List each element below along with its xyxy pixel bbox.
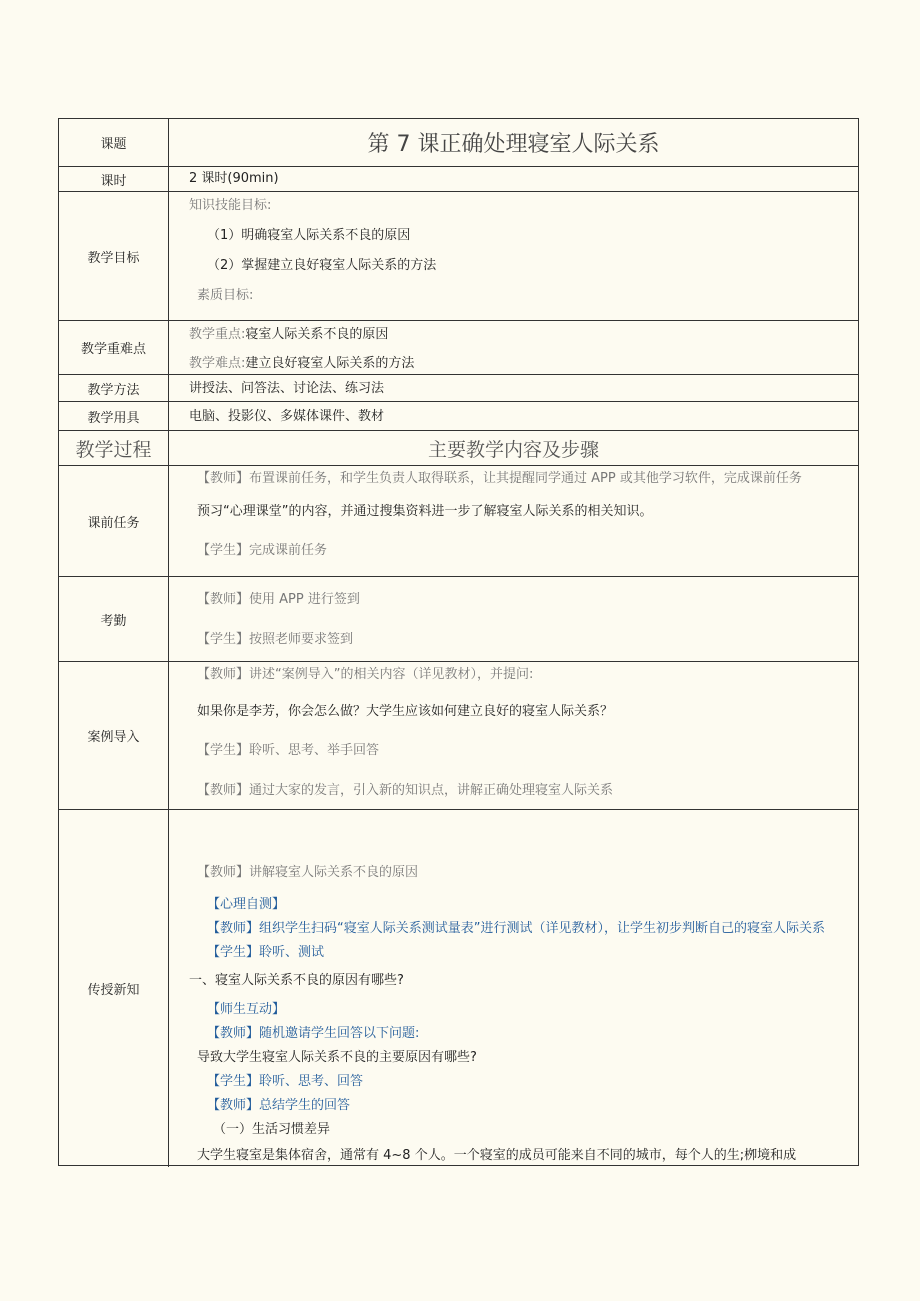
- case-intro-teacher-2: 【教师】通过大家的发言，引入新的知识点，讲解正确处理寝室人际关系: [197, 783, 614, 798]
- key-point-prefix: 教学重点:: [189, 327, 246, 342]
- row-tools: [59, 402, 858, 431]
- attendance-student: 【学生】按照老师要求签到: [197, 632, 354, 647]
- attendance-teacher: 【教师】使用 APP 进行签到: [197, 592, 360, 607]
- lesson-plan-table: [58, 118, 859, 1166]
- hard-point-text: 建立良好寝室人际关系的方法: [245, 356, 415, 371]
- process-label: 教学过程: [59, 431, 169, 465]
- nk-paragraph: 大学生寝室是集体宿舍，通常有 4~8 个人。一个寝室的成员可能来自不同的城市，每个人的生;栁境和成: [197, 1148, 797, 1163]
- objective-item-1: （1）明确寝室人际关系不良的原因: [207, 228, 411, 243]
- nk-section-heading: 一、寝室人际关系不良的原因有哪些?: [189, 973, 404, 988]
- hours-label: 课时: [59, 167, 169, 191]
- lesson-title: 第 7 课正确处理寝室人际关系: [367, 132, 660, 157]
- row-objectives: [59, 192, 858, 321]
- row-hours: [59, 167, 858, 192]
- row-case-intro: [59, 662, 858, 810]
- difficulty-label: 教学重难点: [59, 321, 169, 374]
- topic-label: 课题: [59, 119, 169, 166]
- nk-self-test-tag: 【心理自测】: [207, 897, 286, 912]
- nk-teacher-summary: 【教师】总结学生的回答: [207, 1098, 351, 1113]
- nk-teacher-explain: 【教师】讲解寝室人际关系不良的原因: [197, 865, 419, 880]
- pre-task-preview: 预习“心理课堂”的内容，并通过搜集资料进一步了解寝室人际关系的相关知识。: [197, 504, 653, 519]
- hard-point: [189, 356, 414, 372]
- quality-objective-title: 素质目标:: [197, 288, 254, 303]
- case-intro-teacher-1: 【教师】讲述“案例导入”的相关内容（详见教材），并提问:: [197, 667, 534, 682]
- nk-teacher-invite: 【教师】随机邀请学生回答以下问题:: [207, 1026, 420, 1041]
- row-difficulty: [59, 321, 858, 375]
- pre-task-teacher: 【教师】布置课前任务，和学生负责人取得联系，让其提醒同学通过 APP 或其他学习软件，完成课前任务: [197, 471, 802, 486]
- new-knowledge-label: 传授新知: [59, 810, 169, 1167]
- objective-item-2: （2）掌握建立良好寝室人际关系的方法: [207, 258, 437, 273]
- case-intro-question: 如果你是李芳，你会怎么做？大学生应该如何建立良好的寝室人际关系？: [197, 704, 614, 719]
- attendance-label: 考勤: [59, 577, 169, 661]
- pre-task-student: 【学生】完成课前任务: [197, 543, 328, 558]
- nk-question: 导致大学生寝室人际关系不良的主要原因有哪些?: [197, 1050, 477, 1065]
- nk-subheading-habits: （一）生活习惯差异: [213, 1122, 331, 1137]
- tools-value: 电脑、投影仪、多媒体课件、教材: [189, 409, 385, 424]
- objectives-label: 教学目标: [59, 192, 169, 320]
- nk-student-test: 【学生】聆听、测试: [207, 945, 325, 960]
- process-heading: 主要教学内容及步骤: [427, 438, 599, 461]
- knowledge-objective-title: 知识技能目标:: [189, 198, 272, 213]
- nk-student-answer: 【学生】聆听、思考、回答: [207, 1074, 364, 1089]
- row-pre-task: [59, 466, 858, 577]
- row-process-heading: [59, 431, 858, 466]
- row-attendance: [59, 577, 858, 662]
- row-method: [59, 375, 858, 402]
- nk-teacher-scan: 【教师】组织学生扫码“寝室人际关系测试量表”进行测试（详见教材），让学生初步判断自己的寝室人际关系: [207, 921, 825, 936]
- method-value: 讲授法、问答法、讨论法、练习法: [189, 381, 385, 396]
- case-intro-label: 案例导入: [59, 662, 169, 809]
- key-point-text: 寝室人际关系不良的原因: [245, 327, 389, 342]
- nk-interaction-tag: 【师生互动】: [207, 1002, 286, 1017]
- pre-task-label: 课前任务: [59, 466, 169, 576]
- hard-point-prefix: 教学难点:: [189, 356, 246, 371]
- case-intro-student: 【学生】聆听、思考、举手回答: [197, 743, 380, 758]
- key-point: [189, 327, 388, 343]
- hours-value: 2 课时(90min): [189, 171, 279, 186]
- tools-label: 教学用具: [59, 402, 169, 430]
- method-label: 教学方法: [59, 375, 169, 401]
- row-title: [59, 119, 858, 167]
- row-new-knowledge: [59, 810, 858, 1167]
